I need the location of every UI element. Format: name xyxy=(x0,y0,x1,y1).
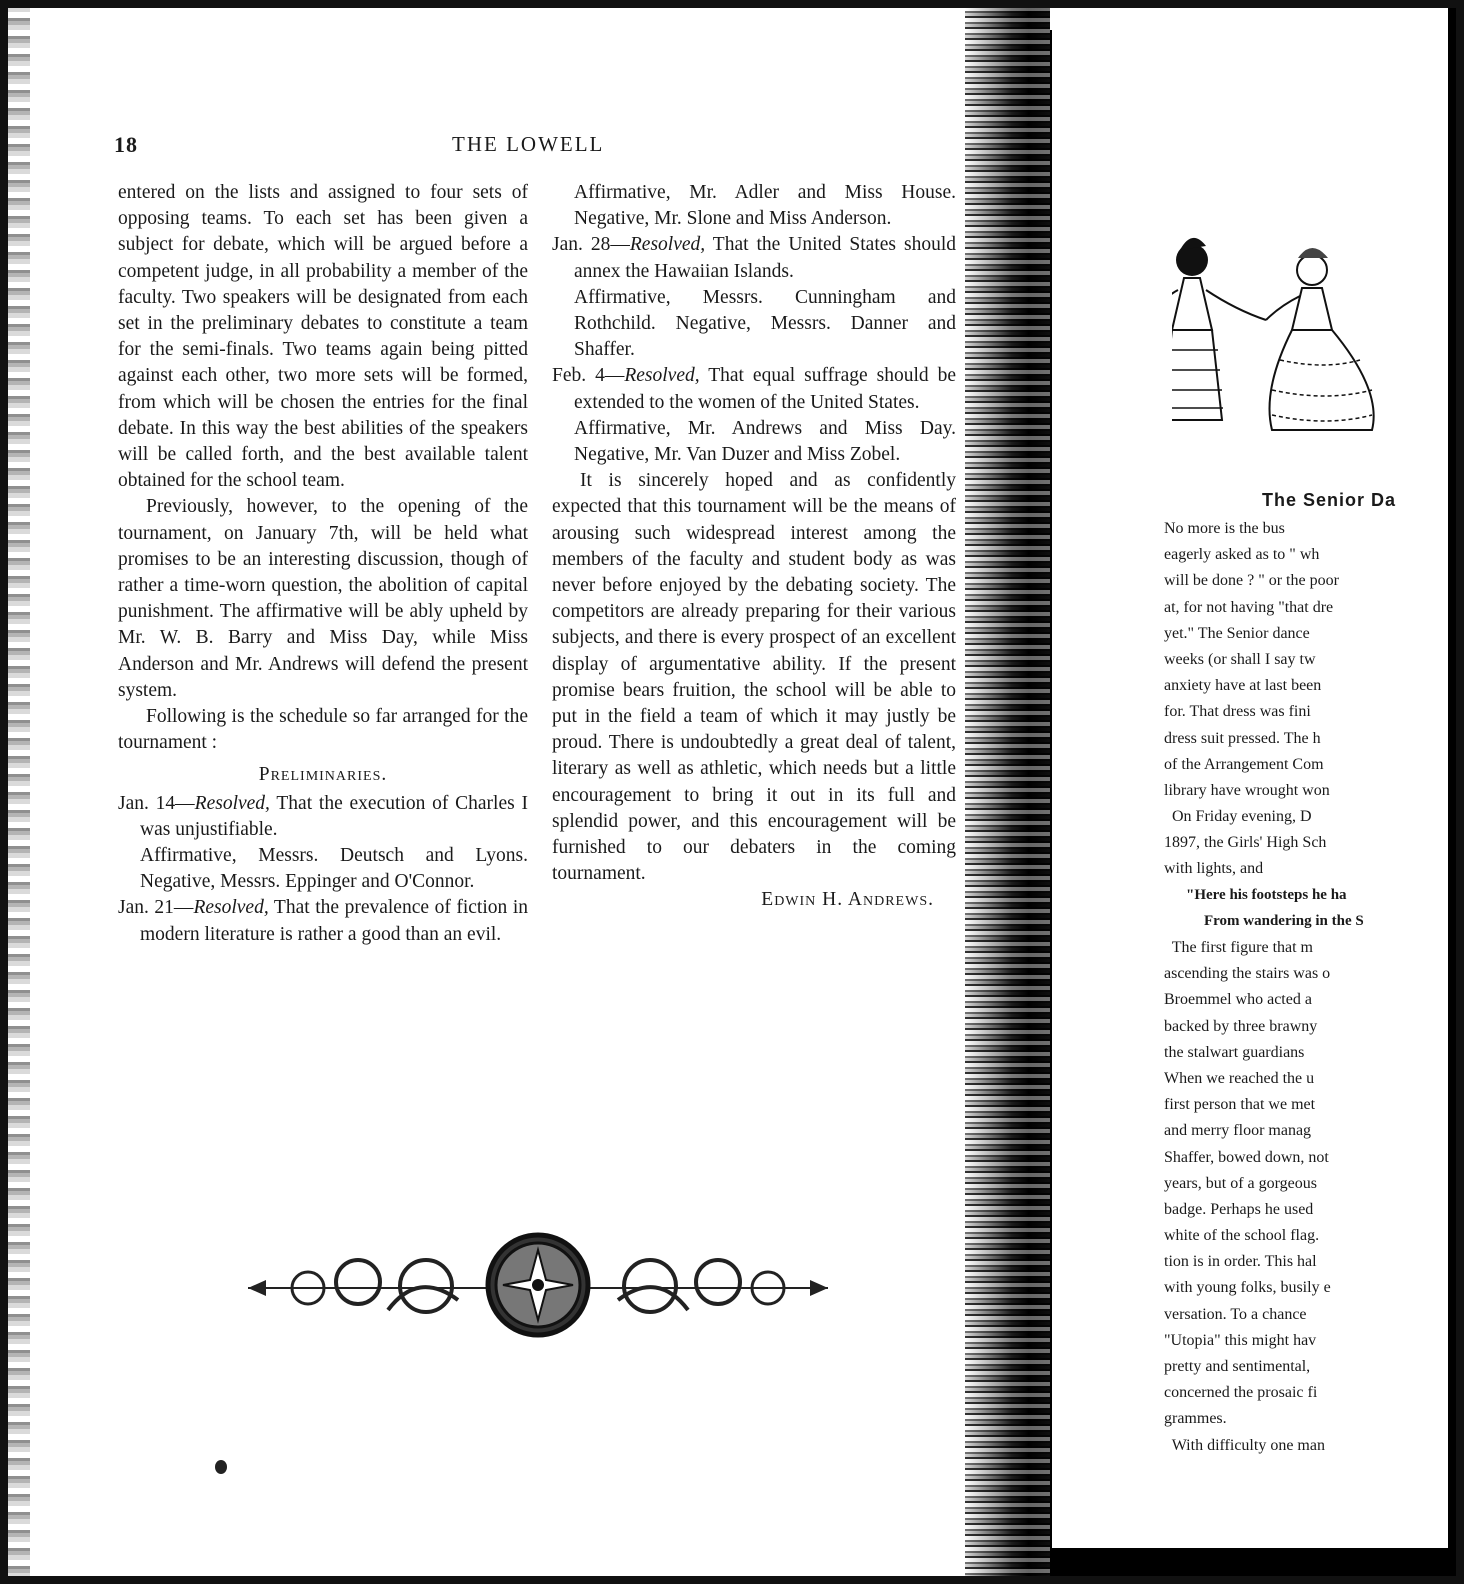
running-head: THE LOWELL xyxy=(452,132,605,156)
facing-page-line: the stalwart guardians xyxy=(1164,1043,1305,1061)
facing-page-line: backed by three brawny xyxy=(1164,1017,1318,1035)
facing-page-line: eagerly asked as to " wh xyxy=(1164,546,1320,564)
facing-page-line: will be done ? " or the poor xyxy=(1164,572,1339,590)
paragraph: Following is the schedule so far arranged for the tournament : xyxy=(118,706,528,754)
facing-page-line: weeks (or shall I say tw xyxy=(1164,650,1316,668)
paragraph xyxy=(118,895,528,947)
paragraph xyxy=(552,363,956,415)
facing-page-line: "Utopia" this might hav xyxy=(1164,1331,1317,1349)
paragraph: Affirmative, Mr. Andrews and Miss Day. Negative, Mr. Van Duzer and Miss Zobel. xyxy=(574,417,956,466)
resolution-text: That equal suffrage should be extended to the women of the United States. xyxy=(574,365,956,413)
scan-left-edge xyxy=(0,0,30,1584)
facing-page-line: with young folks, busily e xyxy=(1164,1279,1331,1297)
facing-page-line: badge. Perhaps he used xyxy=(1164,1200,1314,1218)
facing-page-line: grammes. xyxy=(1164,1410,1227,1428)
facing-page xyxy=(1050,30,1464,1555)
scan-right-edge xyxy=(1448,0,1464,1584)
facing-page-line: Shaffer, bowed down, not xyxy=(1164,1148,1329,1166)
paragraph: Edwin H. Andrews. xyxy=(761,889,934,911)
facing-page-line: library have wrought won xyxy=(1164,781,1330,799)
schedule-date: Jan. 14— xyxy=(118,792,195,814)
article-title-senior-dance: The Senior Da xyxy=(1262,490,1397,510)
paragraph xyxy=(118,791,528,843)
facing-page-line: with lights, and xyxy=(1164,860,1264,878)
facing-page-line: ascending the stairs was o xyxy=(1164,965,1331,983)
facing-page-line: 1897, the Girls' High Sch xyxy=(1164,834,1327,852)
resolved-label: Resolved, xyxy=(624,365,700,387)
paragraph: Preliminaries. xyxy=(258,764,388,786)
paragraph: Affirmative, Messrs. Deutsch and Lyons. Negative, Messrs. Eppinger and O'Connor. xyxy=(140,845,528,893)
facing-page-line: tion is in order. This hal xyxy=(1164,1253,1317,1271)
facing-page-line: pretty and sentimental, xyxy=(1164,1358,1311,1375)
paragraph: Affirmative, Messrs. Cunningham and Rothchild. Negative, Messrs. Danner and Shaffer. xyxy=(574,286,956,361)
left-text-column xyxy=(118,180,528,948)
resolution-text: That the prevalence of fiction in modern literature is rather a good than an evil. xyxy=(140,897,528,945)
resolution-text: That the execution of Charles I was unjustifiable. xyxy=(140,792,529,840)
book-gutter-shadow xyxy=(965,0,1050,1584)
ink-spot xyxy=(215,1460,227,1474)
middle-text-column xyxy=(552,180,956,914)
facing-page-line: concerned the prosaic fi xyxy=(1164,1384,1318,1402)
dancing-couple-illustration xyxy=(1172,230,1464,450)
facing-page-line: first person that we met xyxy=(1164,1096,1316,1114)
paragraph: entered on the lists and assigned to four sets of opposing teams. To each set has been given a subject for debate, which will be argued before a competent judge, in all probability a member of the faculty. Two speakers will be designated from each set in the preliminary debates to constitute a team for the semi-finals. Two teams again being pitted against each other, two more sets will be formed, from which will be chosen the entries for the final debate. In this way the best abilities of the speakers will be called forth, and the best available talent obtained for the school team. xyxy=(118,182,528,492)
scan-bottom-shadow xyxy=(1050,1548,1464,1584)
facing-page-line: anxiety have at last been xyxy=(1164,677,1322,695)
decorative-tailpiece-ornament xyxy=(248,1230,828,1340)
facing-page-line: dress suit pressed. The h xyxy=(1164,729,1321,747)
resolved-label: Resolved, xyxy=(193,897,269,919)
facing-page-line: When we reached the u xyxy=(1164,1069,1315,1087)
schedule-date: Jan. 28— xyxy=(552,234,630,256)
facing-page-line: at, for not having "that dre xyxy=(1164,598,1334,616)
facing-page-line: years, but of a gorgeous xyxy=(1164,1174,1317,1192)
schedule-date: Jan. 21— xyxy=(118,897,194,919)
facing-page-line: and merry floor manag xyxy=(1164,1122,1312,1140)
paragraph: It is sincerely hoped and as confidently expected that this tournament will be the means of arousing such widespread interest among the members of the faculty and student body as was never before enjoyed by the debating society. The competitors are already preparing for their various subjects, and there is every prospect of an excellent display of argumentative ability. If the present promise bears fruition, the school will be able to put in the field a team of which it may justly be proud. There is undoubtedly a great deal of talent, literary as well as athletic, which needs but a little encouragement to bring it out in its full and splendid power, and this encouragement will be furnished to our debaters in the coming tournament. xyxy=(552,470,956,885)
facing-page-text xyxy=(1164,520,1364,1463)
facing-page-line: On Friday evening, D xyxy=(1164,808,1312,826)
facing-page-line: white of the school flag. xyxy=(1164,1227,1320,1245)
facing-page-line: versation. To a chance xyxy=(1164,1305,1307,1323)
facing-page-line: of the Arrangement Com xyxy=(1164,755,1324,773)
facing-page-line: With difficulty one man xyxy=(1164,1436,1325,1454)
resolved-label: Resolved, xyxy=(194,792,270,814)
facing-page-line: "Here his footsteps he ha xyxy=(1186,886,1347,903)
paragraph: Affirmative, Mr. Adler and Miss House. Negative, Mr. Slone and Miss Anderson. xyxy=(574,182,956,230)
page-number: 18 xyxy=(114,132,138,157)
facing-page-line: for. That dress was fini xyxy=(1164,703,1311,721)
paragraph: Previously, however, to the opening of the tournament, on January 7th, will be held what promises to be an interesting discussion, though of rather a time-worn question, the abolition of capital punishment. The affirmative will be ably upheld by Mr. W. B. Barry and Miss Day, while Miss Anderson and Mr. Andrews will defend the present system. xyxy=(118,496,528,701)
facing-page-line: From wandering in the S xyxy=(1204,912,1364,929)
schedule-date: Feb. 4— xyxy=(552,365,625,387)
resolution-text: That the United States should annex the Hawaiian Islands. xyxy=(574,234,956,282)
facing-page-line: No more is the bus xyxy=(1164,520,1285,537)
resolved-label: Resolved, xyxy=(629,234,706,256)
facing-page-line: yet." The Senior dance xyxy=(1164,624,1310,642)
facing-page-line: The first figure that m xyxy=(1164,939,1313,956)
facing-page-line: Broemmel who acted a xyxy=(1164,991,1312,1009)
paragraph xyxy=(552,232,956,284)
